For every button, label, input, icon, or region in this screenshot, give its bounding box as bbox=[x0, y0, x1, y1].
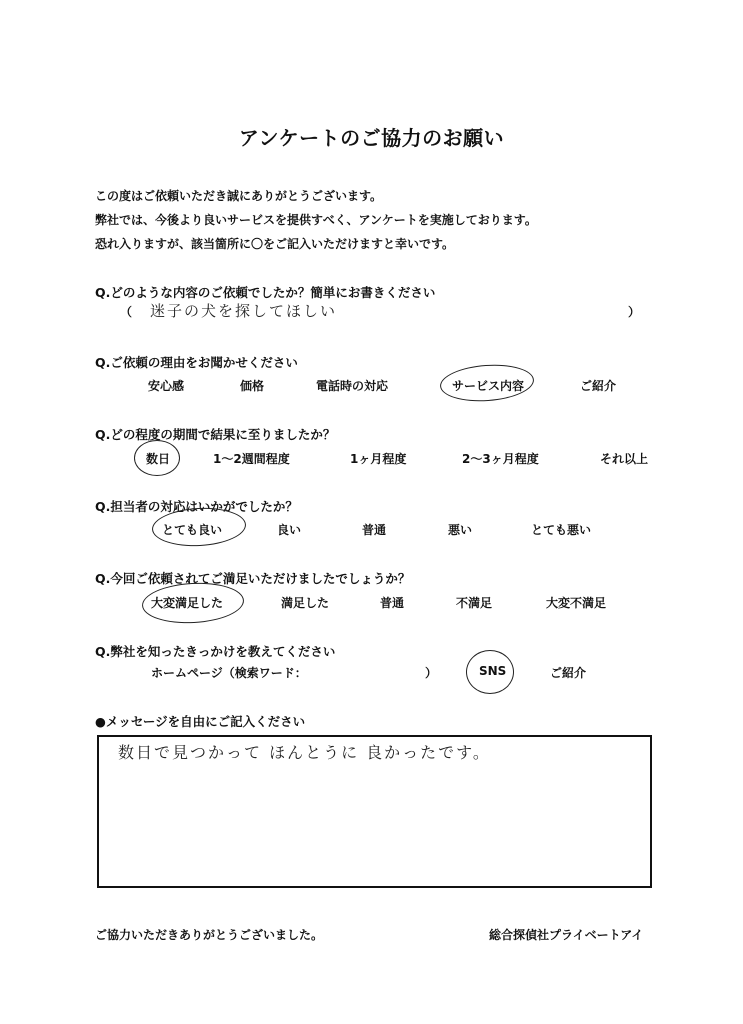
q2-option-service[interactable]: サービス内容 bbox=[452, 379, 525, 393]
intro-line-1: この度はご依頼いただき誠にありがとうございます。 bbox=[95, 189, 383, 203]
q2-selected-circle bbox=[439, 362, 535, 404]
q3-option-2-3months[interactable]: 2～3ヶ月程度 bbox=[462, 452, 539, 466]
q4-option-warui[interactable]: 悪い bbox=[448, 523, 473, 537]
q6-homepage-close-paren: ） bbox=[425, 666, 438, 680]
q5-option-fumanzoku[interactable]: 不満足 bbox=[456, 596, 493, 610]
q4-option-yoi[interactable]: 良い bbox=[277, 523, 302, 537]
intro-line-3: 恐れ入りますが、該当箇所に〇をご記入いただけますと幸いです。 bbox=[95, 237, 455, 251]
q3-selected-circle bbox=[134, 440, 180, 476]
q3-option-suujitsu[interactable]: 数日 bbox=[146, 452, 171, 466]
q3-option-soreijou[interactable]: それ以上 bbox=[600, 452, 649, 466]
q2-option-shoukai[interactable]: ご紹介 bbox=[580, 379, 617, 393]
q5-option-manzoku[interactable]: 満足した bbox=[281, 596, 330, 610]
q2-option-kakaku[interactable]: 価格 bbox=[240, 379, 265, 393]
q3-label: Q.どの程度の期間で結果に至りましたか？ bbox=[95, 427, 336, 442]
page-title: アンケートのご協力のお願い bbox=[238, 126, 505, 150]
footer-thanks: ご協力いただきありがとうございました。 bbox=[95, 928, 324, 942]
q5-option-futsuu[interactable]: 普通 bbox=[380, 596, 405, 610]
q6-option-shoukai[interactable]: ご紹介 bbox=[550, 666, 587, 680]
footer-company: 総合探偵社プライベートアイ bbox=[489, 928, 644, 942]
q2-label: Q.ご依頼の理由をお聞かせください bbox=[95, 355, 298, 370]
q1-label: Q.どのような内容のご依頼でしたか？簡単にお書きください bbox=[95, 285, 436, 300]
message-label: ●メッセージを自由にご記入ください bbox=[95, 714, 306, 729]
q1-open-paren: （ bbox=[120, 305, 133, 319]
q3-option-1-2weeks[interactable]: 1～2週間程度 bbox=[213, 452, 290, 466]
q4-option-totemoyoi[interactable]: とても良い bbox=[162, 523, 223, 537]
q3-option-1month[interactable]: 1ヶ月程度 bbox=[350, 452, 407, 466]
q6-option-homepage[interactable]: ホームページ（検索ワード： bbox=[151, 666, 307, 680]
q6-selected-circle bbox=[466, 650, 514, 694]
q5-selected-circle bbox=[141, 580, 245, 625]
q2-option-denwa[interactable]: 電話時の対応 bbox=[316, 379, 389, 393]
q6-label: Q.弊社を知ったきっかけを教えてください bbox=[95, 644, 336, 659]
message-handwritten-text[interactable]: 数日で見つかって ほんとうに 良かったです。 bbox=[118, 743, 491, 762]
q5-option-taihenfumanzoku[interactable]: 大変不満足 bbox=[546, 596, 607, 610]
q4-option-totemowarui[interactable]: とても悪い bbox=[531, 523, 592, 537]
intro-line-2: 弊社では、今後より良いサービスを提供すべく、アンケートを実施しております。 bbox=[95, 213, 537, 227]
q2-option-anshinkan[interactable]: 安心感 bbox=[148, 379, 185, 393]
q1-handwritten-answer[interactable]: 迷子の犬を探してほしい bbox=[150, 302, 338, 320]
q6-option-sns[interactable]: SNS bbox=[479, 664, 507, 678]
q5-label: Q.今回ご依頼されてご満足いただけましたでしょうか？ bbox=[95, 571, 411, 586]
q4-label: Q.担当者の対応はいかがでしたか？ bbox=[95, 499, 298, 514]
q1-close-paren: ） bbox=[628, 305, 641, 319]
q4-option-futsuu[interactable]: 普通 bbox=[362, 523, 387, 537]
q5-option-taihenmanzoku[interactable]: 大変満足した bbox=[151, 596, 224, 610]
